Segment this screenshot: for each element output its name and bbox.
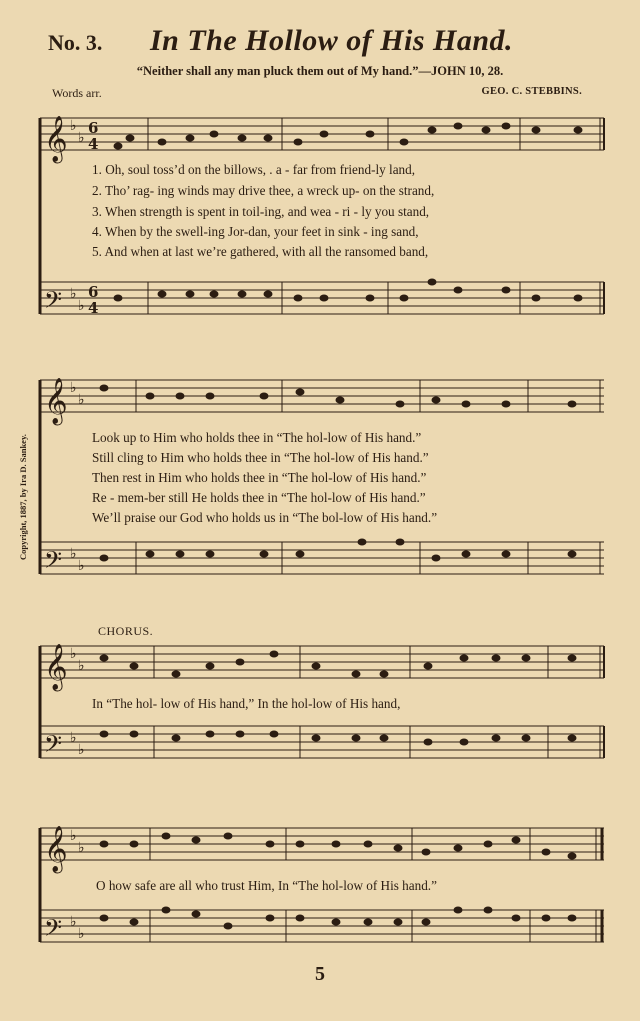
chorus-line-2: O how safe are all who trust Him, In “The hol-low of His hand.” (96, 878, 437, 893)
svg-text:♭: ♭ (70, 546, 77, 562)
staff-system-4-bass (40, 910, 604, 942)
svg-text:♭: ♭ (78, 926, 85, 942)
svg-text:♭: ♭ (78, 742, 85, 758)
scripture-epigraph: “Neither shall any man pluck them out of My hand.”—JOHN 10, 28. (136, 64, 504, 78)
verse-5-line-2: We’ll praise our God who holds us in “The bol-low of His hand.” (92, 510, 438, 525)
svg-text:♭: ♭ (70, 730, 77, 746)
verse-3-line-1: 3. When strength is spent in toil-ing, and wea - ri - ly you stand, (92, 204, 430, 219)
composer-credit: GEO. C. STEBBINS. (481, 86, 582, 97)
staff-system-3-treble (40, 646, 604, 678)
svg-text:♭: ♭ (78, 130, 85, 146)
svg-text:♭: ♭ (70, 914, 77, 930)
svg-text:♭: ♭ (78, 558, 85, 574)
svg-text:♭: ♭ (78, 298, 85, 314)
svg-text:♭: ♭ (70, 646, 77, 662)
svg-text:4: 4 (88, 135, 99, 153)
verse-1-line-2: Look up to Him who holds thee in “The hol-low of His hand.” (92, 430, 422, 445)
bass-clef-icon: 𝄢 (44, 546, 63, 579)
staff-system-3-bass (40, 726, 604, 758)
verse-4-line-2: Re - mem-ber still He holds thee in “The hol-low of His hand.” (92, 490, 426, 505)
svg-text:4: 4 (88, 299, 99, 317)
treble-clef-icon: 𝄞 (44, 378, 68, 424)
page-number: 5 (315, 963, 325, 985)
hymn-number: No. 3. (48, 30, 103, 55)
treble-clef-icon: 𝄞 (44, 826, 68, 872)
bass-clef-icon: 𝄢 (44, 730, 63, 763)
svg-text:♭: ♭ (70, 118, 77, 134)
verse-1-line-1: 1. Oh, soul toss’d on the billows, . a - far from friend-ly land, (92, 162, 416, 177)
treble-clef-icon: 𝄞 (44, 644, 68, 690)
svg-text:6: 6 (88, 283, 99, 301)
staff-system-2-treble (40, 380, 604, 412)
svg-text:6: 6 (88, 119, 99, 137)
treble-clef-icon: 𝄞 (44, 116, 68, 162)
copyright-notice: Copyright, 1887, by Ira D. Sankey. (18, 434, 28, 560)
bass-clef-icon: 𝄢 (44, 914, 63, 947)
verse-4-line-1: 4. When by the swell-ing Jor-dan, your feet in sink - ing sand, (92, 224, 419, 239)
verse-5-line-1: 5. And when at last we’re gathered, with all the ransomed band, (92, 244, 429, 259)
verse-3-line-2: Then rest in Him who holds thee in “The hol-low of His hand.” (92, 470, 427, 485)
chorus-label: CHORUS. (98, 624, 154, 638)
verse-2-line-1: 2. Tho’ rag- ing winds may drive thee, a wreck up- on the strand, (92, 183, 435, 198)
svg-text:♭: ♭ (78, 392, 85, 408)
svg-text:♭: ♭ (70, 380, 77, 396)
words-credit: Words arr. (52, 86, 102, 100)
svg-text:♭: ♭ (78, 658, 85, 674)
hymn-title: In The Hollow of His Hand. (150, 24, 514, 57)
staff-system-2-bass (40, 542, 604, 574)
svg-text:♭: ♭ (70, 828, 77, 844)
svg-text:♭: ♭ (78, 840, 85, 856)
bass-clef-icon: 𝄢 (44, 286, 63, 319)
svg-text:♭: ♭ (70, 286, 77, 302)
verse-2-line-2: Still cling to Him who holds thee in “The hol-low of His hand.” (92, 450, 429, 465)
chorus-line-1: In “The hol- low of His hand,” In the hol-low of His hand, (92, 696, 401, 711)
staff-system-4-treble (40, 828, 604, 860)
